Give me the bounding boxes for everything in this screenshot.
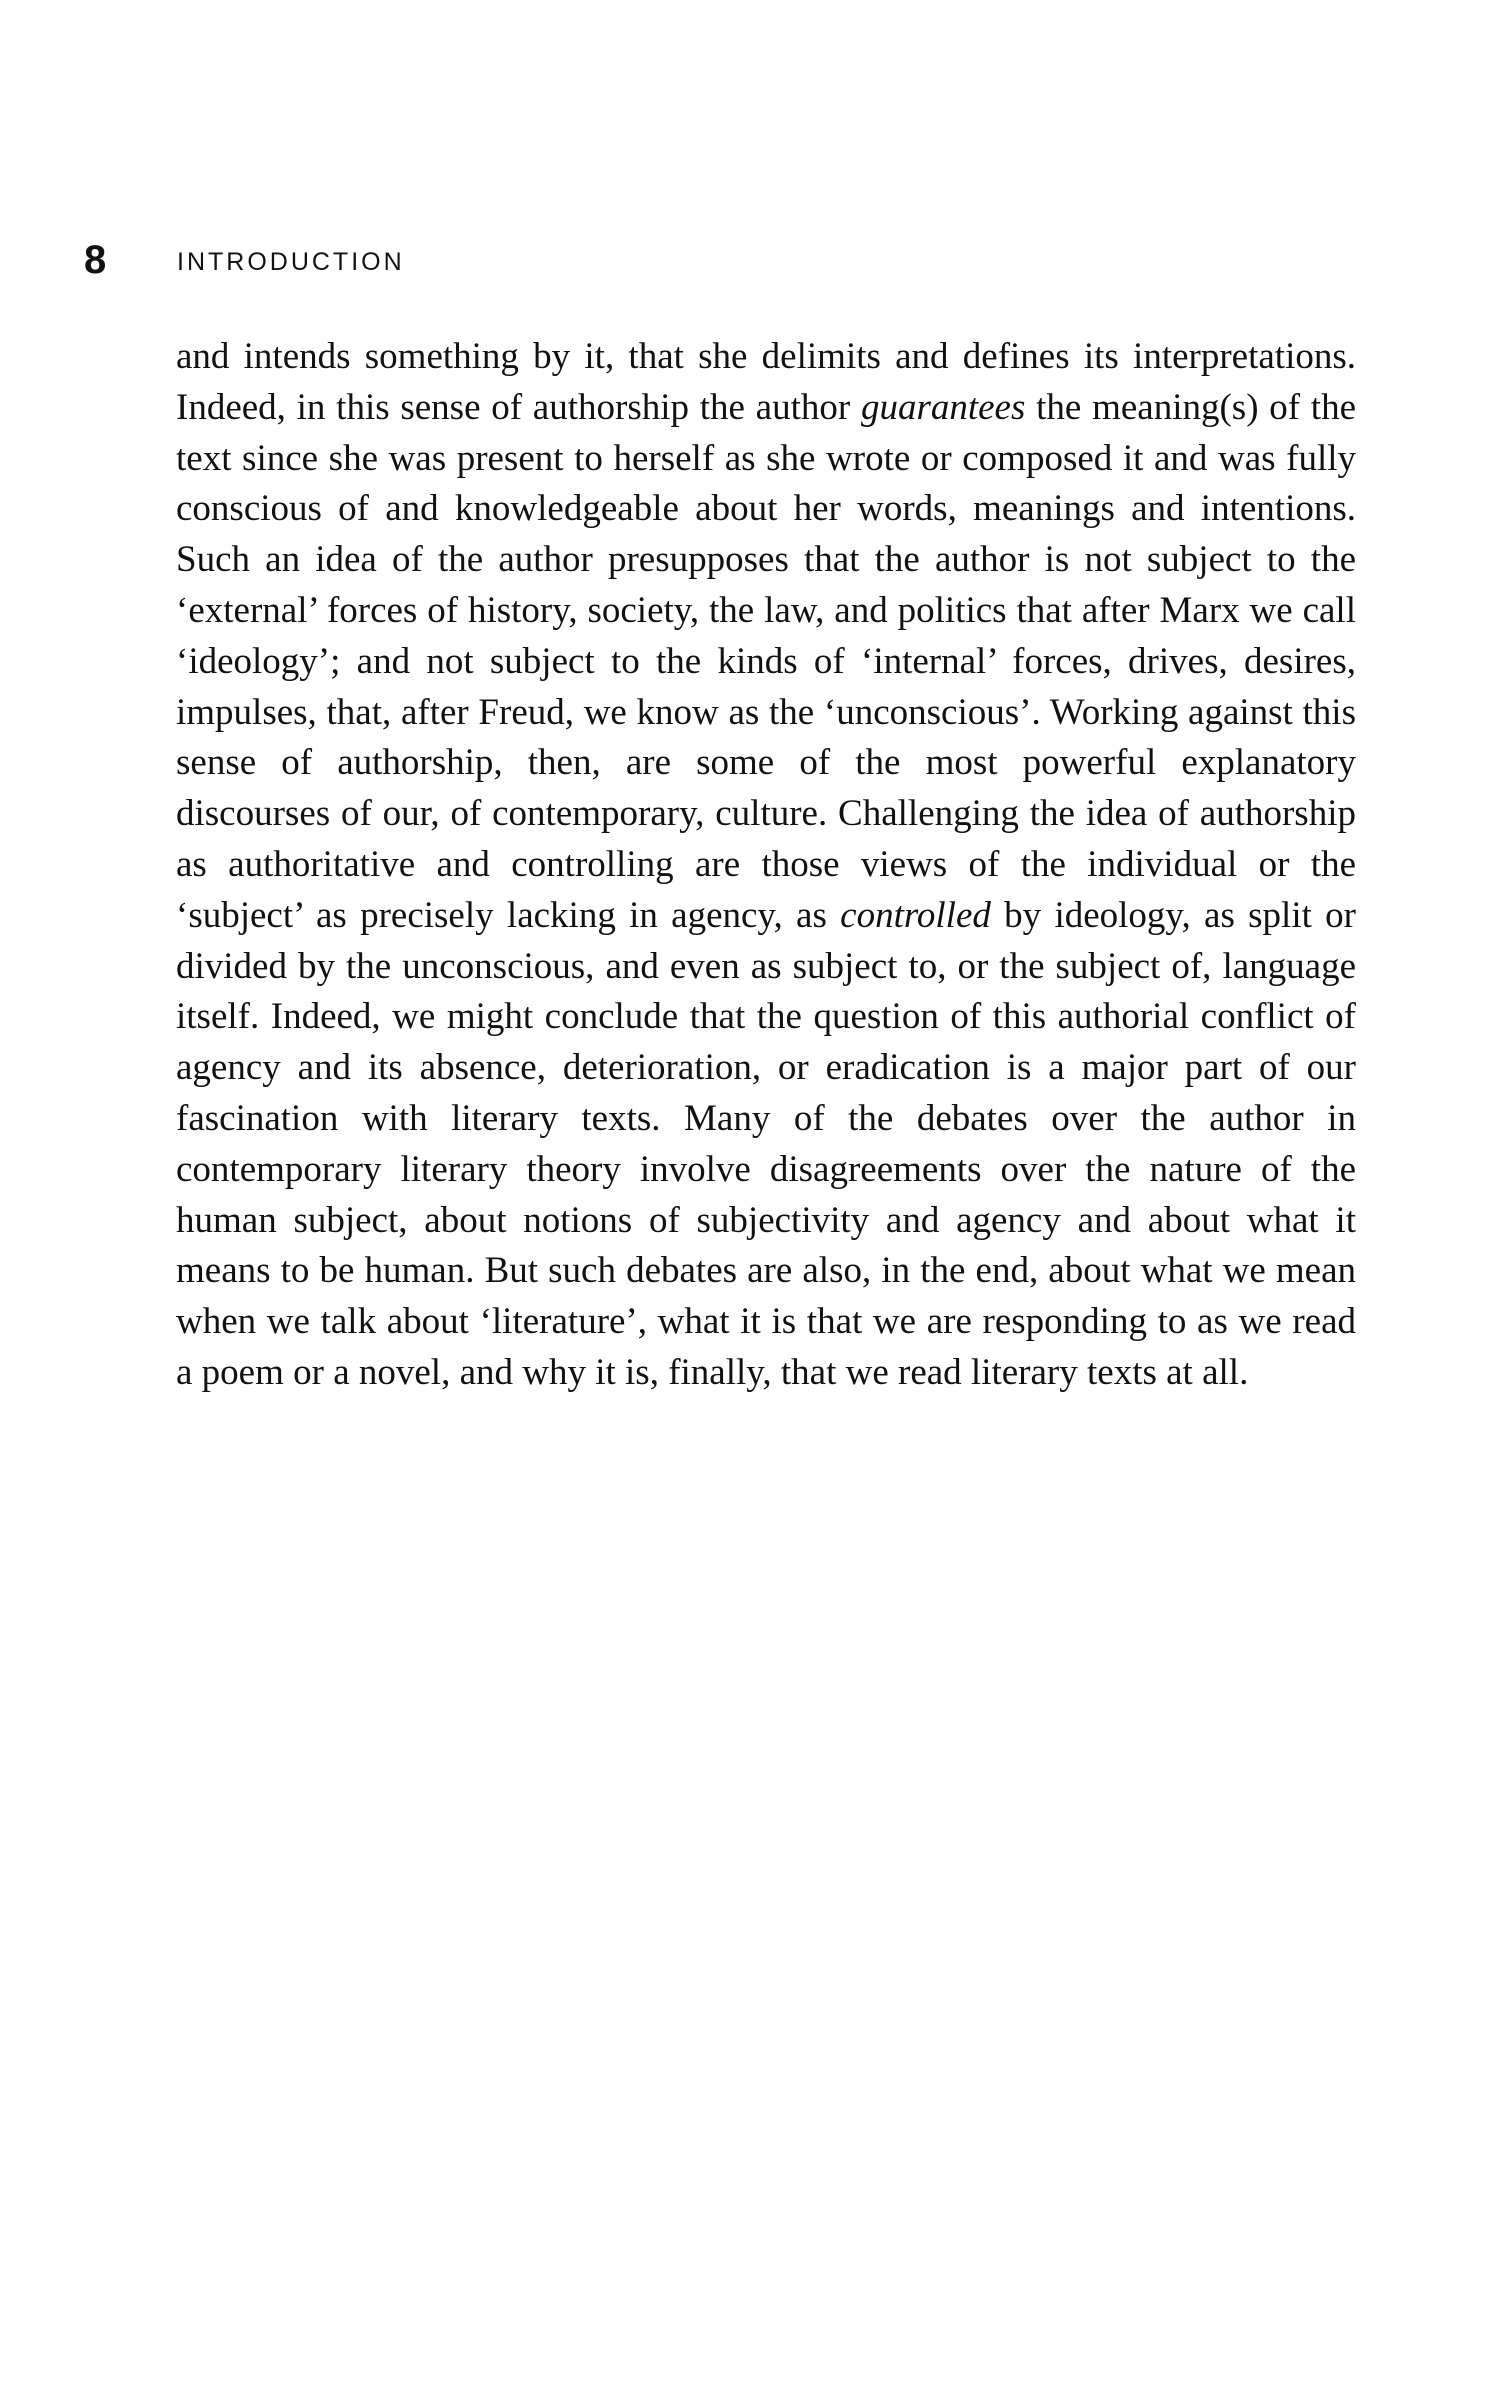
text-segment: the meaning(s) of the text since she was present to herself as she wrote or composed it and was fully conscious of and knowledgeable about her words, meanings and intentions. Such an idea of the author presupposes that the author is not subject to the ‘external’ forces of history, society, the law, and politics that after Marx we call ‘ideology’; and not subject to the kinds of ‘internal’ forces, drives, desires, impulses, that, after Freud, we know as the ‘unconscious’. Working against this sense of authorship, then, are some of the most powerful explanatory discourses of our, of contemporary, culture. Challenging the idea of authorship as authoritative and controlling are those views of the individual or the ‘subject’ as precisely lacking in agency, as [176, 386, 1357, 936]
text-segment: by ideology, as split or divided by the unconscious, and even as subject to, or the subject of, language itself. Indeed, we might conclude that the question of this authorial conflict of agency and its absence, deterioration, or eradication is a major part of our fascination with literary texts. Many of the debates over the author in contemporary literary theory involve disagreements over the nature of the human subject, about notions of subjectivity and agency and about what it means to be human. But such debates are also, in the end, about what we mean when we talk about ‘literature’, what it is that we are responding to as we read a poem or a novel, and why it is, finally, that we read literary texts at all. [176, 894, 1356, 1393]
text-segment: and intends something by it, that she delimits and defines its interpretations. Indeed, in this sense of authorship the author [176, 336, 1356, 428]
body-text [176, 332, 1356, 1399]
section-title: INTRODUCTION [177, 248, 405, 276]
emphasis-controlled: controlled [840, 894, 991, 936]
emphasis-guarantees: guarantees [860, 386, 1026, 428]
running-head [84, 230, 1384, 290]
paragraph [176, 332, 1356, 1399]
page-number: 8 [84, 238, 107, 282]
